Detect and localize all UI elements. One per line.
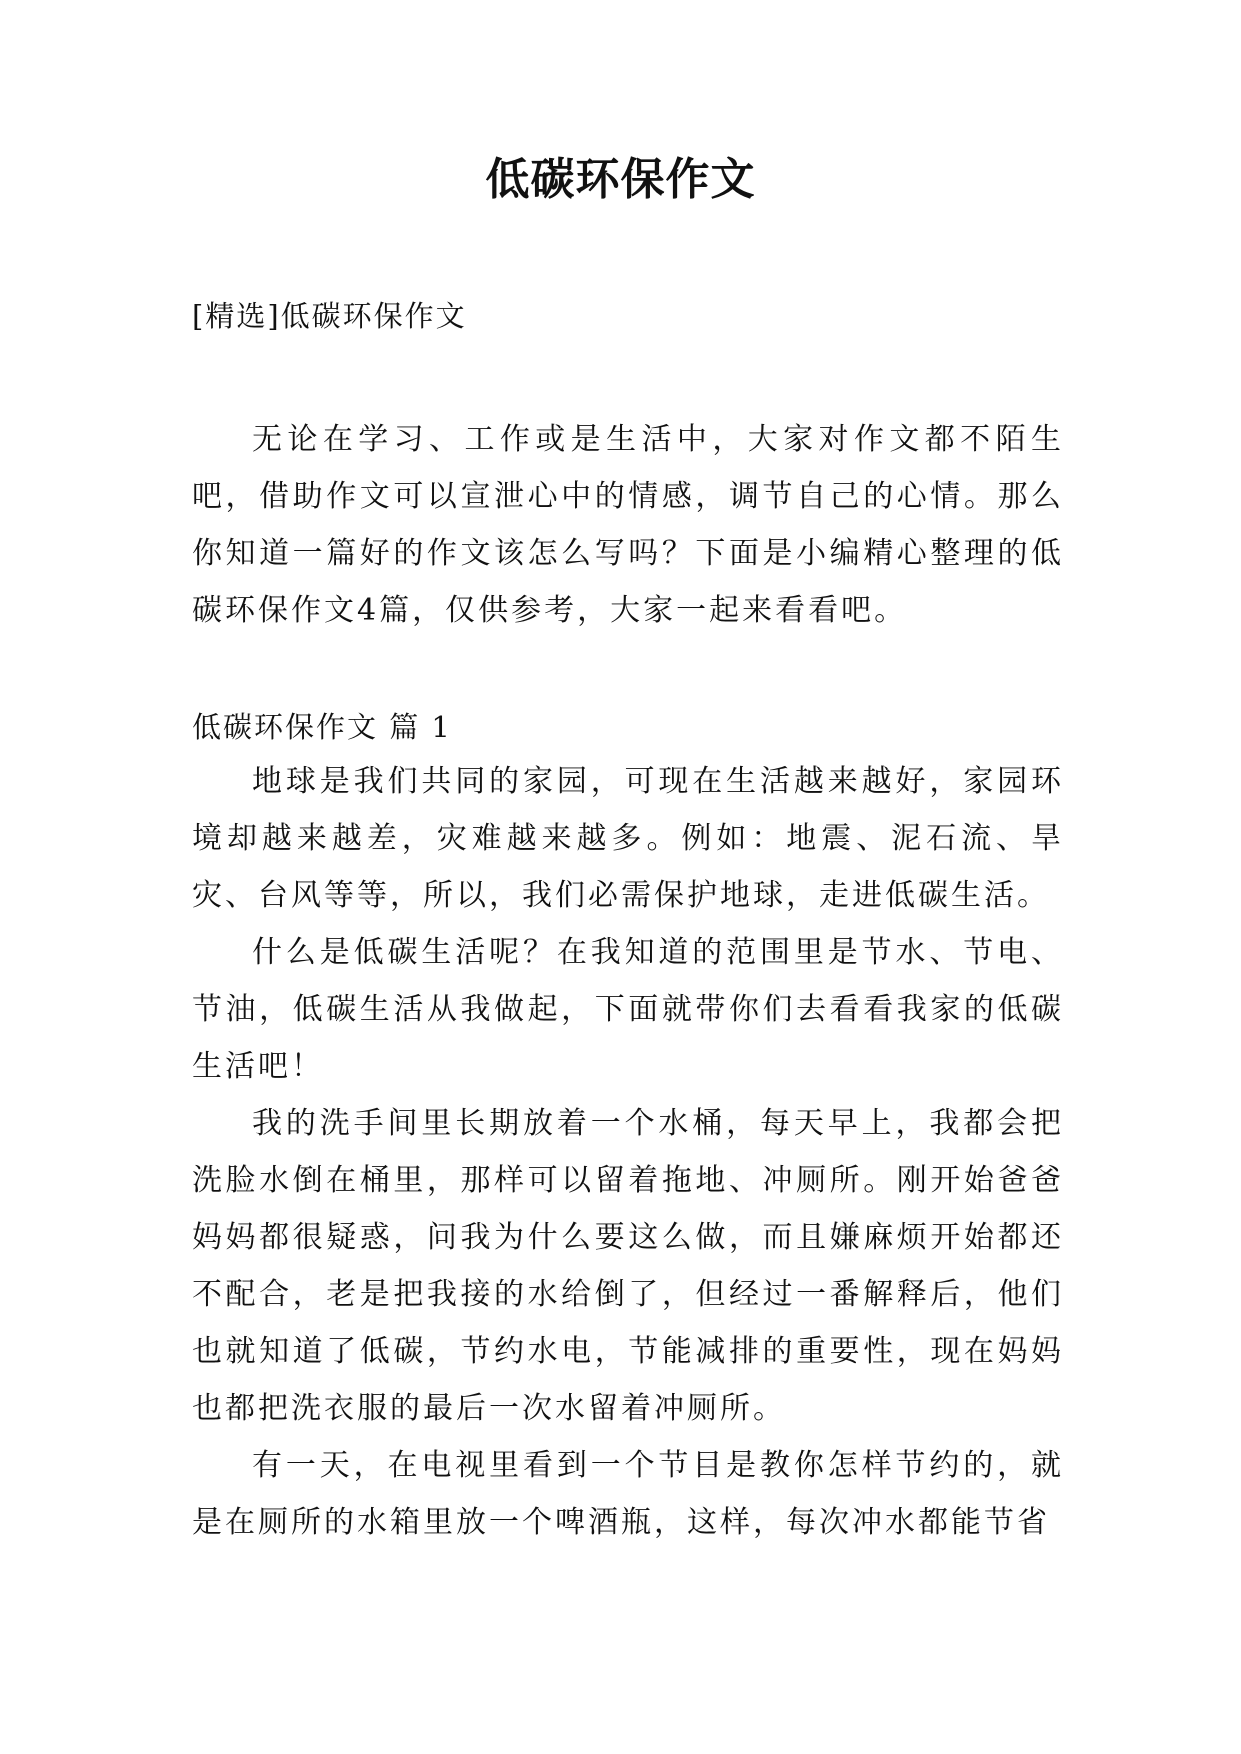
body-paragraph: 有一天，在电视里看到一个节目是教你怎样节约的，就是在厕所的水箱里放一个啤酒瓶，这样，每次冲水都能节省 <box>192 1448 1064 1540</box>
intro-paragraph: 无论在学习、工作或是生活中，大家对作文都不陌生吧，借助作文可以宣泄心中的情感，调节自己的心情。那么你知道一篇好的作文该怎么写吗？下面是小编精心整理的低碳环保作文4篇，仅供参考，大家一起来看看吧。 <box>192 422 1064 628</box>
document-subtitle: [精选]低碳环保作文 <box>192 299 467 333</box>
body-paragraph: 地球是我们共同的家园，可现在生活越来越好，家园环境却越来越差，灾难越来越多。例如：地震、泥石流、旱灾、台风等等，所以，我们必需保护地球，走进低碳生活。 <box>192 764 1064 913</box>
body-paragraph: 什么是低碳生活呢？在我知道的范围里是节水、节电、节油，低碳生活从我做起，下面就带你们去看看我家的低碳生活吧！ <box>192 935 1064 1084</box>
body-paragraph: 我的洗手间里长期放着一个水桶，每天早上，我都会把洗脸水倒在桶里，那样可以留着拖地、冲厕所。刚开始爸爸妈妈都很疑惑，问我为什么要这么做，而且嫌麻烦开始都还不配合，老是把我接的水给倒了，但经过一番解释后，他们也就知道了低碳，节约水电，节能减排的重要性，现在妈妈也都把洗衣服的最后一次水留着冲厕所。 <box>192 1106 1064 1426</box>
essay-body <box>192 753 1064 1551</box>
document-title: 低碳环保作文 <box>485 154 756 205</box>
intro-block <box>192 411 1064 639</box>
section-heading: 低碳环保作文 篇 1 <box>192 710 452 744</box>
